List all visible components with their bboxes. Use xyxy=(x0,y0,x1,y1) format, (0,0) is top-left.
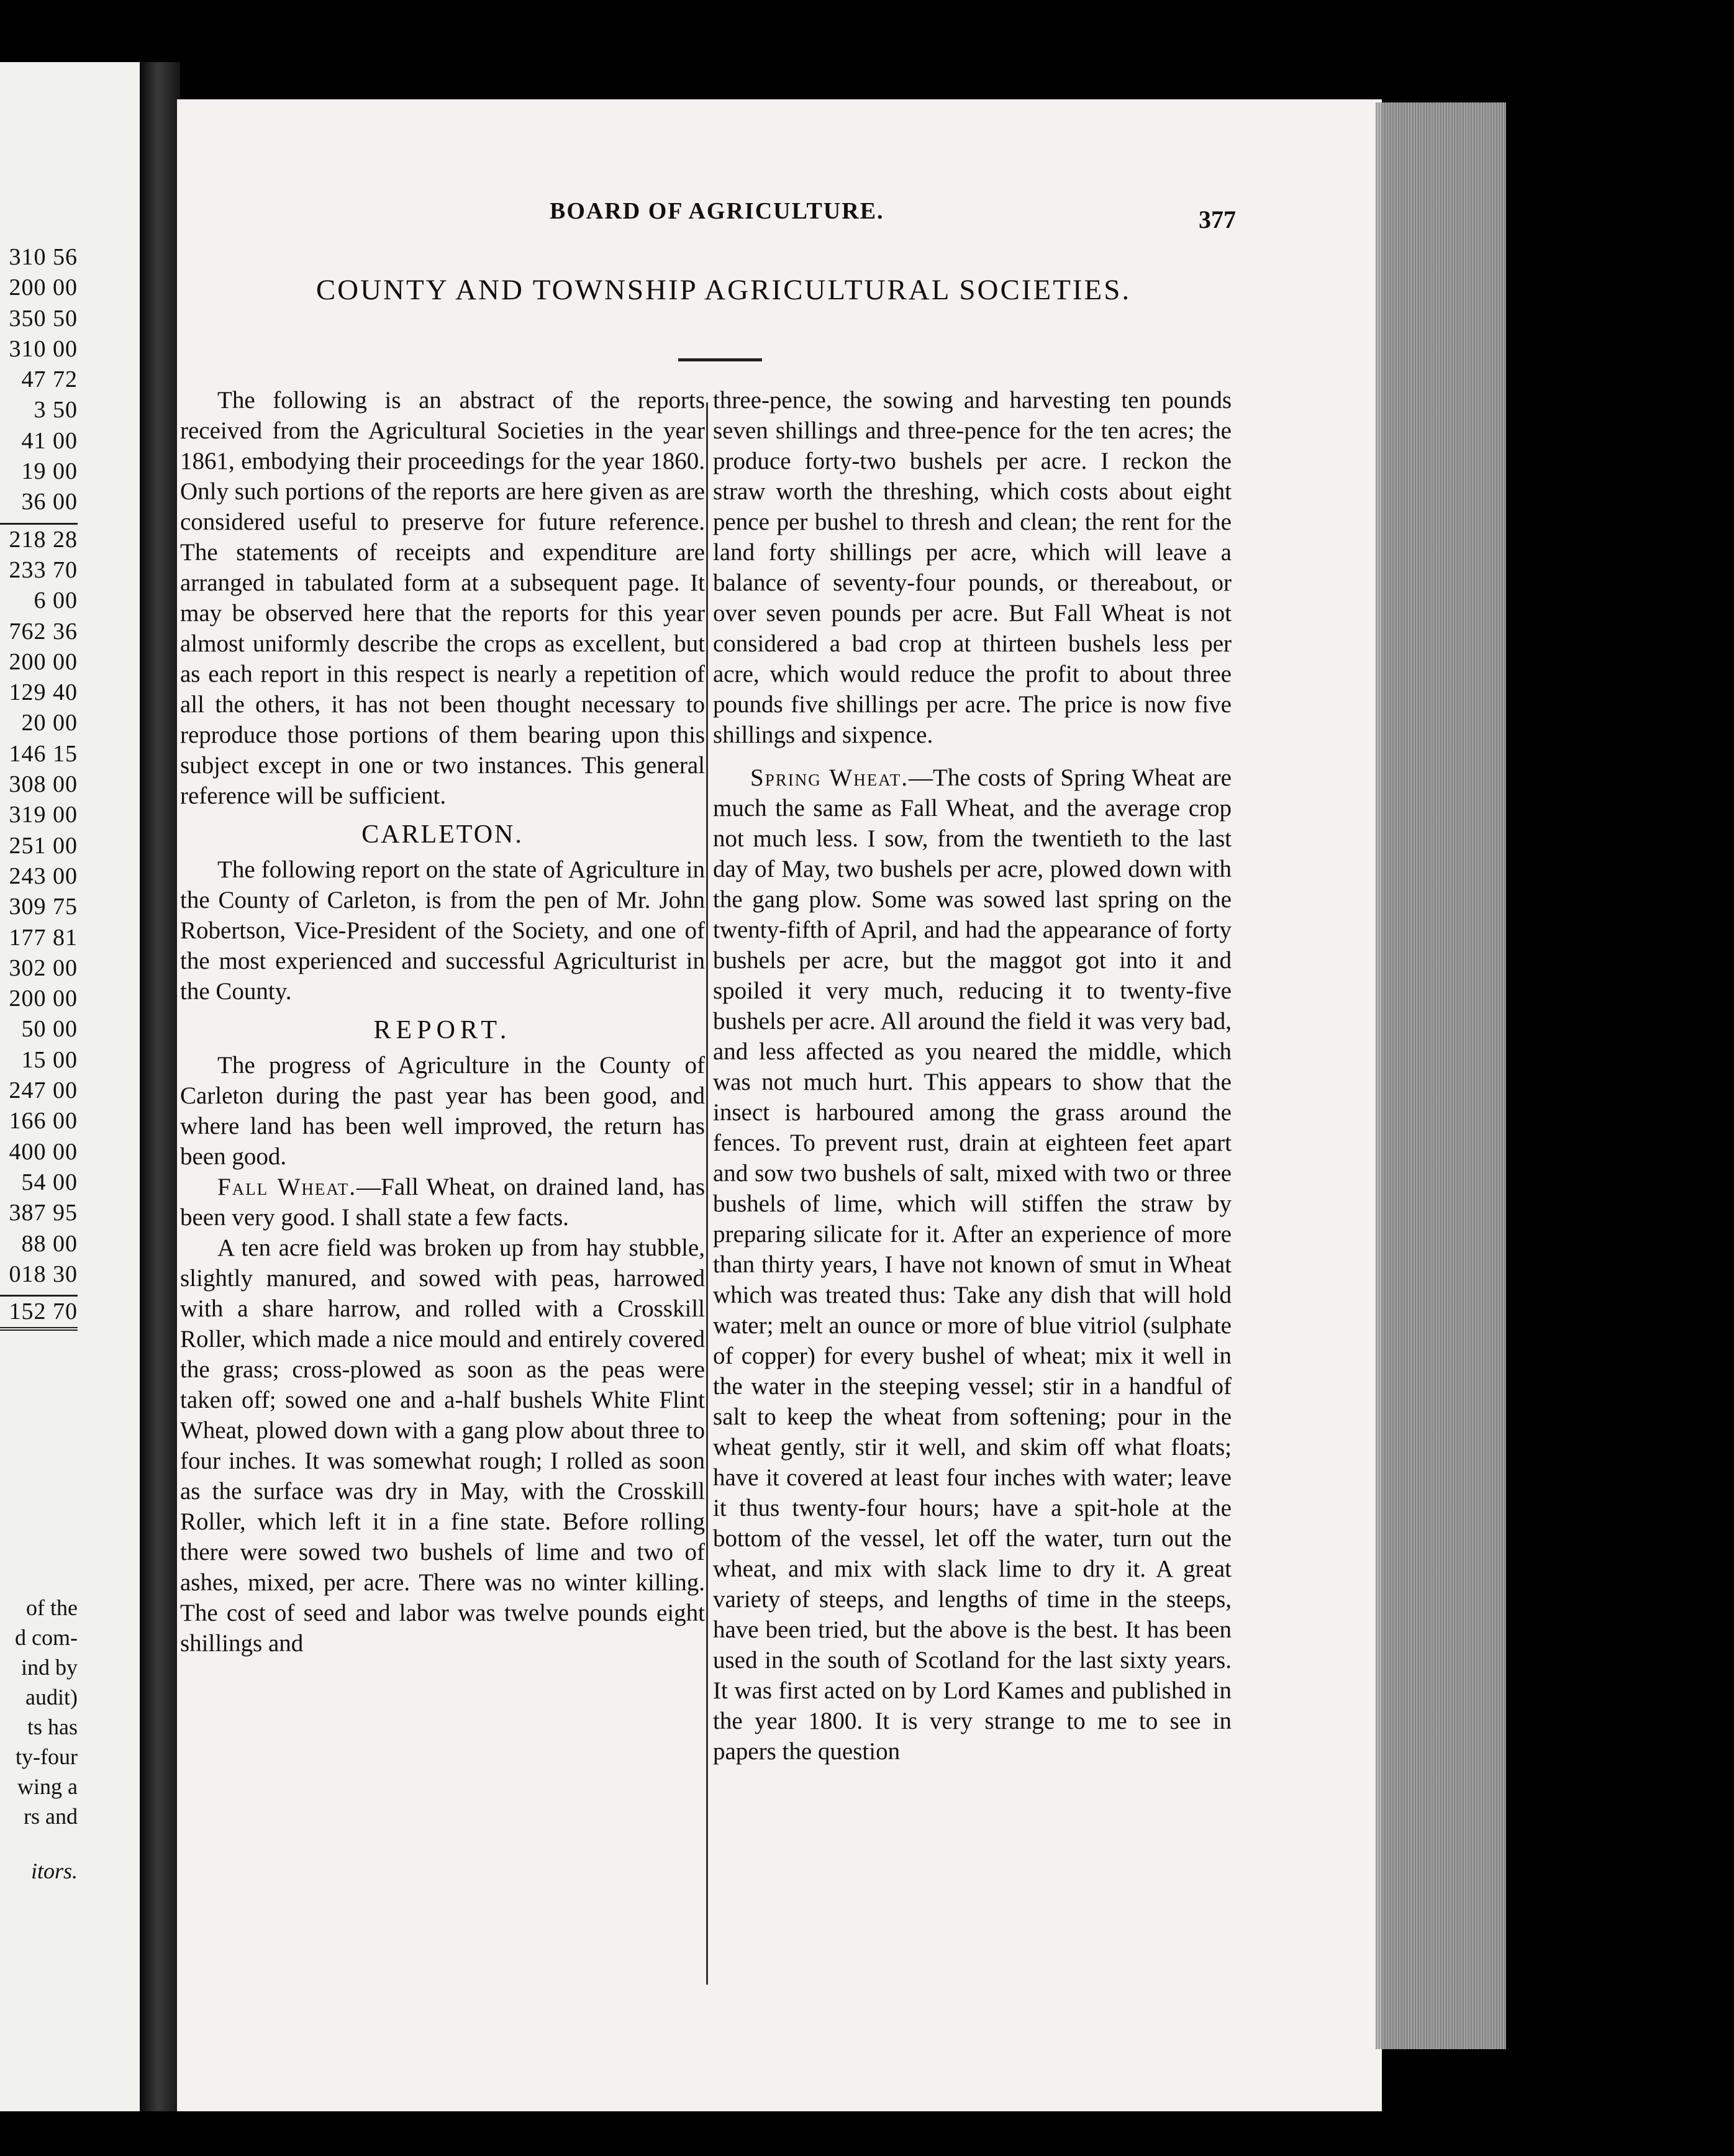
spring-wheat-paragraph xyxy=(713,763,1232,1767)
text-line: ind by xyxy=(20,1655,78,1680)
amount-row: 20 00 xyxy=(21,710,78,736)
amount-row: 177 81 xyxy=(9,924,78,951)
right-column xyxy=(713,385,1232,1767)
amount-row: 166 00 xyxy=(9,1108,78,1135)
facing-page xyxy=(0,62,143,2111)
amount-row: 310 00 xyxy=(9,335,78,362)
amount-row: 319 00 xyxy=(9,802,78,828)
amount-row: 251 00 xyxy=(9,832,78,859)
page-number: 377 xyxy=(1199,206,1236,233)
amount-row: 233 70 xyxy=(9,556,78,583)
amount-row: 6 00 xyxy=(34,587,78,614)
amount-row: 309 75 xyxy=(9,894,78,920)
amount-row: 36 00 xyxy=(21,489,78,515)
amount-row: 41 00 xyxy=(21,427,78,454)
running-head: BOARD OF AGRICULTURE. xyxy=(550,198,884,224)
text-line: ts has xyxy=(27,1714,78,1739)
spring-wheat-lead: Spring Wheat. xyxy=(750,764,909,791)
book-gutter xyxy=(140,62,180,2111)
facing-page-text xyxy=(0,1593,78,1886)
carleton-intro-paragraph: The following report on the state of Agriculture in the County of Carleton, is from the pen of Mr. John Robertson, Vice-President of the Society, and one of the most experienced and successful Agriculturist in the County. xyxy=(180,856,705,1005)
amount-row: 146 15 xyxy=(9,740,78,767)
amount-row: 129 40 xyxy=(9,679,78,706)
amount-row: 302 00 xyxy=(9,954,78,981)
amount-row: 243 00 xyxy=(9,863,78,889)
page-edges xyxy=(1376,102,1506,2049)
fall-wheat-paragraph xyxy=(180,1172,705,1233)
amount-row: 200 00 xyxy=(9,648,78,675)
left-column xyxy=(180,385,705,1659)
amount-row: 247 00 xyxy=(9,1077,78,1104)
amount-row: 15 00 xyxy=(21,1046,78,1073)
text-line: of the xyxy=(26,1595,78,1620)
amount-row: 400 00 xyxy=(9,1138,78,1165)
amount-column xyxy=(0,242,78,1331)
spring-wheat-text: —The costs of Spring Wheat are much the same as Fall Wheat, and the average crop not much less. I sow, from the twentieth to the last day of May, two bushels per acre, plowed down with the gang plow. Some was sowed last spring on the twenty-fifth of April, and had the appearance of forty bushels per acre, but the maggot got into it and spoiled it very much, reducing it to twenty-five bushels per acre. All around the field it was very bad, and less affected as you neared the middle, which was not much hurt. This appears to show that the insect is harboured among the grass around the fences. To prevent rust, drain at eighteen feet apart and sow two bushels of salt, mixed with two or three bushels of lime, which will stiffen the straw by preparing silicate for it. After an experience of more than thirty years, I have not known of smut in Wheat which was treated thus: Take any dish that will hold water; melt an ounce or more of blue vitriol (sulphate of copper) for every bushel of wheat; mix it well in the water in the steeping vessel; stir in a handful of salt to keep the wheat from softening; pour in the wheat gently, stir it well, and skim off what floats; have it covered at least four inches with water; leave it thus twenty-four hours; have a spit-hole at the bottom of the vessel, let off the water, turn out the wheat, and mix with slack lime to dry it. A great variety of steeps, and lengths of time in the steeps, have been tried, but the above is the best. It has been used in the south of Scotland for the last sixty years. It was first acted on by Lord Kames and published in the year 1800. It is very strange to me to see in papers the question xyxy=(713,764,1232,1765)
amount-row: 50 00 xyxy=(21,1016,78,1043)
ten-acre-paragraph: A ten acre field was broken up from hay stubble, slightly manured, and sowed with peas, harrowed with a share harrow, and rolled with a Crosskill Roller, which made a nice mould and entirely covered the grass; cross-plowed as soon as the peas were taken off; sowed one and a-half bushels White Flint Wheat, plowed down with a gang plow about three to four inches. It was somewhat rough; I rolled as soon as the surface was dry in May, with the Crosskill Roller, which left it in a fine state. Before rolling there were sowed two bushels of lime and two of ashes, mixed, per acre. There was no winter killing. The cost of seed and labor was twelve pounds eight shillings and xyxy=(180,1234,705,1657)
report-heading: REPORT. xyxy=(373,1016,512,1044)
text-line: audit) xyxy=(25,1685,78,1710)
signature-fragment: itors. xyxy=(30,1859,78,1883)
column-divider xyxy=(706,402,708,1985)
amount-row: 308 00 xyxy=(9,771,78,798)
amount-row: 200 00 xyxy=(9,274,78,301)
amount-row: 218 28 xyxy=(0,523,78,555)
amount-row: 310 56 xyxy=(9,244,78,270)
amount-row: 54 00 xyxy=(21,1169,78,1195)
fall-wheat-text: —Fall Wheat, on drained land, has been very good. I shall state a few facts. xyxy=(180,1174,705,1231)
continuation-paragraph: three-pence, the sowing and harvesting ten pounds seven shillings and three-pence for the ten acres; the produce forty-two bushels per acre. I reckon the straw worth the threshing, which costs about eight pence per bushel to thresh and clean; the rent for the land forty shillings per acre, which will leave a balance of seventy-four pounds, or thereabout, or over seven pounds per acre. But Fall Wheat is not considered a bad crop at thirteen bushels less per acre, which would reduce the profit to about three pounds five shillings per acre. The price is now five shillings and sixpence. xyxy=(713,387,1232,748)
amount-row: 387 95 xyxy=(9,1200,78,1226)
amount-row: 018 30 xyxy=(9,1261,78,1287)
amount-row: 350 50 xyxy=(9,305,78,332)
text-line: rs and xyxy=(24,1804,78,1829)
amount-row: 88 00 xyxy=(21,1230,78,1257)
intro-paragraph: The following is an abstract of the reports received from the Agricultural Societies in the year 1861, embodying their proceedings for the year 1860. Only such portions of the reports are here given as are considered useful to preserve for future reference. The statements of receipts and expenditure are arranged in tabulated form at a subsequent page. It may be observed here that the reports for this year almost uniformly describe the crops as excellent, but as each report in this respect is nearly a repetition of all the others, it has not been thought necessary to reproduce those portions of them bearing upon this subject except in one or two instances. This general reference will be sufficient. xyxy=(180,387,705,809)
amount-row: 152 70 xyxy=(0,1295,78,1331)
progress-paragraph: The progress of Agriculture in the County of Carleton during the past year has been good, and where land has been well improved, the return has been good. xyxy=(180,1052,705,1170)
carleton-heading: CARLETON. xyxy=(361,820,524,849)
text-line: d com- xyxy=(15,1625,78,1650)
title-rule xyxy=(678,358,762,361)
amount-row: 200 00 xyxy=(9,985,78,1012)
text-line: wing a xyxy=(17,1774,78,1799)
amount-row: 19 00 xyxy=(21,458,78,485)
amount-row: 762 36 xyxy=(9,618,78,645)
fall-wheat-lead: Fall Wheat. xyxy=(217,1174,357,1200)
amount-row: 3 50 xyxy=(34,397,78,424)
text-line: ty-four xyxy=(16,1744,78,1769)
section-title: COUNTY AND TOWNSHIP AGRICULTURAL SOCIETIES. xyxy=(315,274,1132,306)
amount-row: 47 72 xyxy=(21,366,78,393)
